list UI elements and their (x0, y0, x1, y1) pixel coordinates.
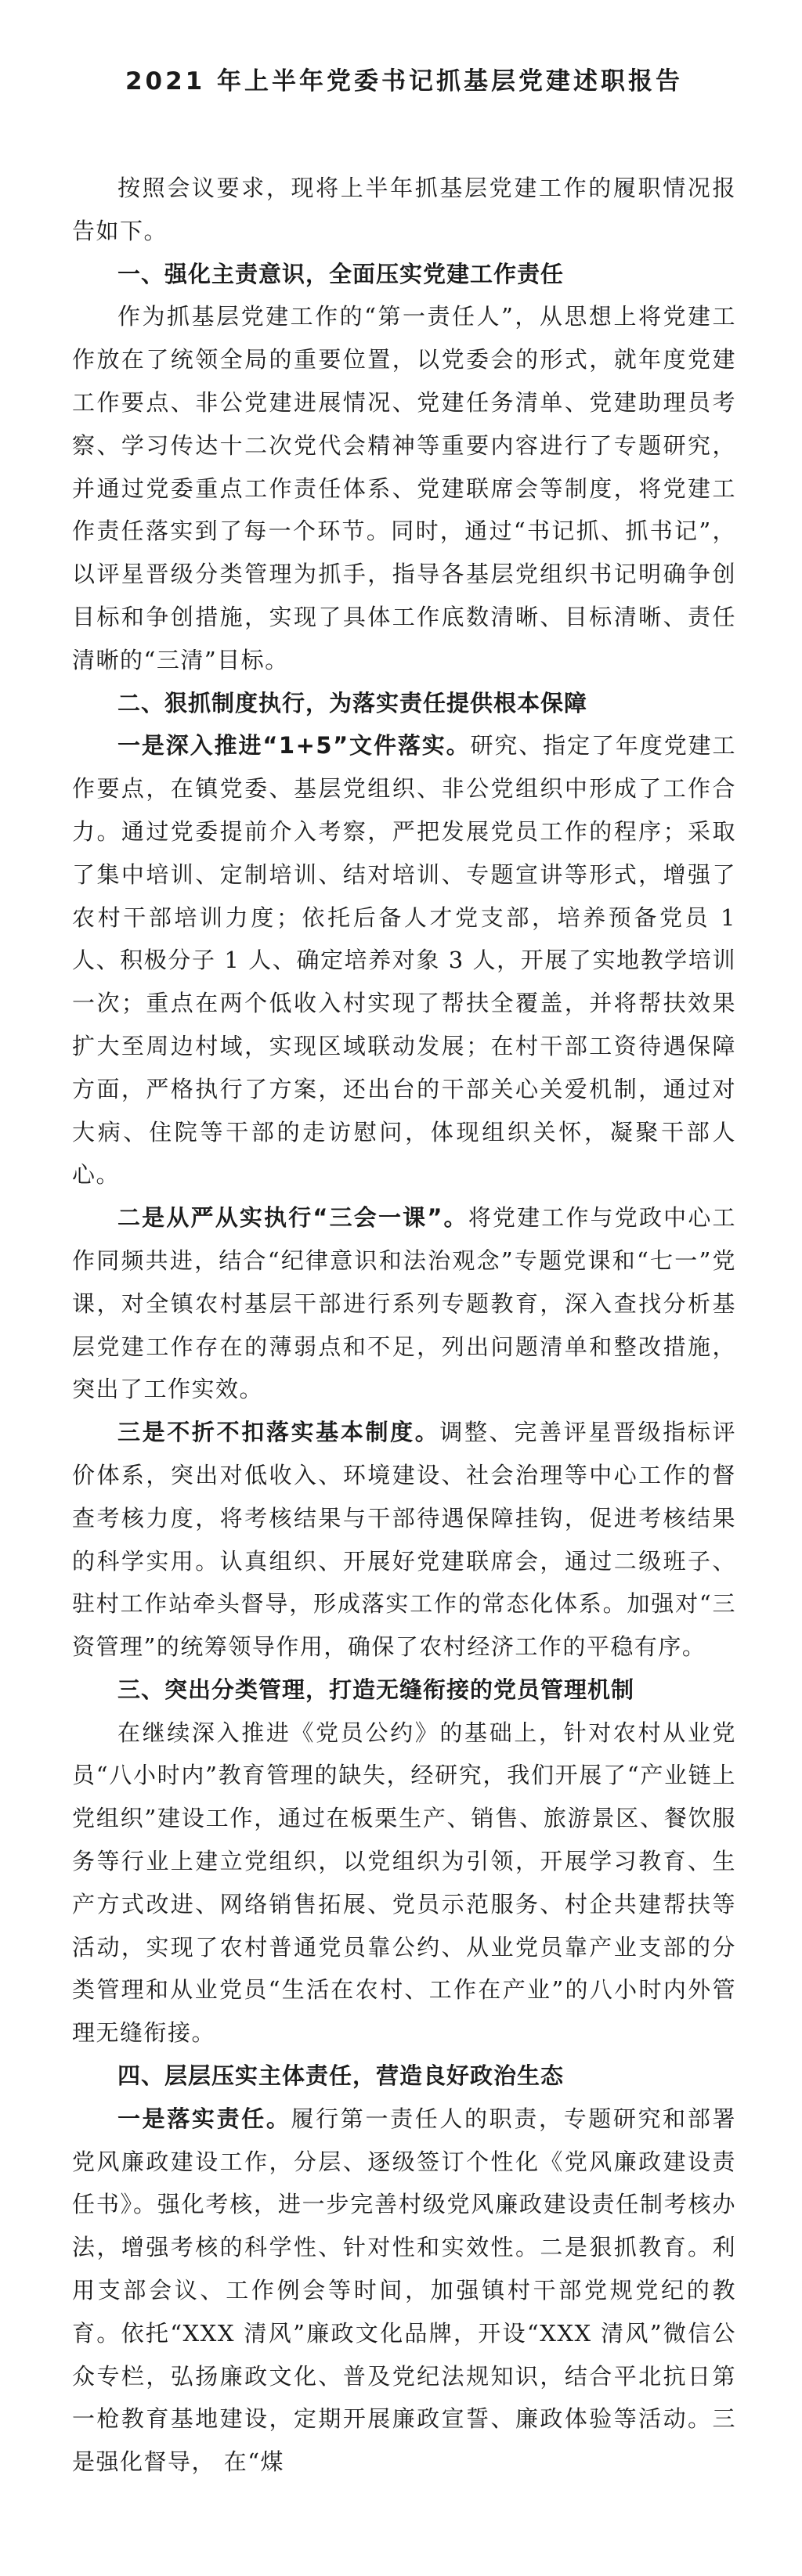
paragraph-lead: 一是深入推进“1+5”文件落实。 (117, 732, 471, 759)
paragraph-lead: 二是从严从实执行“三会一课”。 (117, 1204, 468, 1232)
paragraph-text: 按照会议要求，现将上半年抓基层党建工作的履职情况报告如下。 (72, 175, 736, 244)
paragraph-text: 将党建工作与党政中心工作同频共进，结合“纪律意识和法治观念”专题党课和“七一”党课，对全镇农村基层干部进行系列专题教育，深入查找分析基层党建工作存在的薄弱点和不足，列出问题清单和整改措施，突出了工作实效。 (72, 1204, 736, 1403)
section-heading-3: 三、突出分类管理，打造无缝衔接的党员管理机制 (117, 1676, 635, 1703)
section-2-paragraph-1 (72, 724, 736, 1196)
section-heading-2: 二、狠抓制度执行，为落实责任提供根本保障 (117, 689, 588, 716)
paragraph-text: 研究、指定了年度党建工作要点，在镇党委、基层党组织、非公党组织中形成了工作合力。通过党委提前介入考察，严把发展党员工作的程序；采取了集中培训、定制培训、结对培训、专题宣讲等形式，增强了农村干部培训力度；依托后备人才党支部，培养预备党员 1 人、积极分子 1 人、确定培养对象 3 人，开展了实地教学培训一次；重点在两个低收入村实现了帮扶全覆盖，并将帮扶效果扩大至周边村域，实现区域联动发展；在村干部工资待遇保障方面，严格执行了方案，还出台的干部关心关爱机制，通过对大病、住院等干部的走访慰问，体现组织关怀，凝聚干部人心。 (72, 732, 736, 1189)
section-heading-1: 一、强化主责意识，全面压实党建工作责任 (117, 260, 565, 287)
document-title: 2021 年上半年党委书记抓基层党建述职报告 (125, 67, 684, 96)
paragraph-lead: 三是不折不扣落实基本制度。 (117, 1419, 440, 1446)
paragraph-text: 在继续深入推进《党员公约》的基础上，针对农村从业党员“八小时内”教育管理的缺失，经研究，我们开展了“产业链上党组织”建设工作，通过在板栗生产、销售、旅游景区、餐饮服务等行业上建立党组织，以党组织为引领，开展学习教育、生产方式改进、网络销售拓展、党员示范服务、村企共建帮扶等活动，实现了农村普通党员靠公约、从业党员靠产业支部的分类管理和从业党员“生活在农村、工作在产业”的八小时内外管理无缝衔接。 (72, 1719, 736, 2047)
section-3-paragraph (72, 1712, 736, 2055)
section-heading-4: 四、层层压实主体责任，营造良好政治生态 (117, 2062, 565, 2090)
intro-paragraph (72, 167, 736, 253)
paragraph-text: 作为抓基层党建工作的“第一责任人”，从思想上将党建工作放在了统领全局的重要位置，以党委会的形式，就年度党建工作要点、非公党建进展情况、党建任务清单、党建助理员考察、学习传达十二次党代会精神等重要内容进行了专题研究，并通过党委重点工作责任体系、党建联席会等制度，将党建工作责任落实到了每一个环节。同时，通过“书记抓、抓书记”，以评星晋级分类管理为抓手，指导各基层党组织书记明确争创目标和争创措施，实现了具体工作底数清晰、目标清晰、责任清晰的“三清”目标。 (72, 303, 736, 673)
paragraph-text: 调整、完善评星晋级指标评价体系，突出对低收入、环境建设、社会治理等中心工作的督查考核力度，将考核结果与干部待遇保障挂钩，促进考核结果的科学实用。认真组织、开展好党建联席会，通过二级班子、驻村工作站牵头督导，形成落实工作的常态化体系。加强对“三资管理”的统筹领导作用，确保了农村经济工作的平稳有序。 (72, 1419, 736, 1661)
section-1-paragraph (72, 295, 736, 681)
section-2-paragraph-2 (72, 1196, 736, 1411)
paragraph-lead: 一是落实责任。 (117, 2105, 291, 2132)
section-2-paragraph-3 (72, 1411, 736, 1669)
section-4-paragraph (72, 2098, 736, 2484)
paragraph-text: 履行第一责任人的职责，专题研究和部署党风廉政建设工作，分层、逐级签订个性化《党风廉政建设责任书》。强化考核，进一步完善村级党风廉政建设责任制考核办法，增强考核的科学性、针对性和实效性。二是狠抓教育。利用支部会议、工作例会等时间，加强镇村干部党规党纪的教育。依托“XXX 清风”廉政文化品牌，开设“XXX 清风”微信公众专栏，弘扬廉政文化、普及党纪法规知识，结合平北抗日第一枪教育基地建设，定期开展廉政宣誓、廉政体验等活动。三是强化督导， 在“煤 (72, 2105, 736, 2476)
